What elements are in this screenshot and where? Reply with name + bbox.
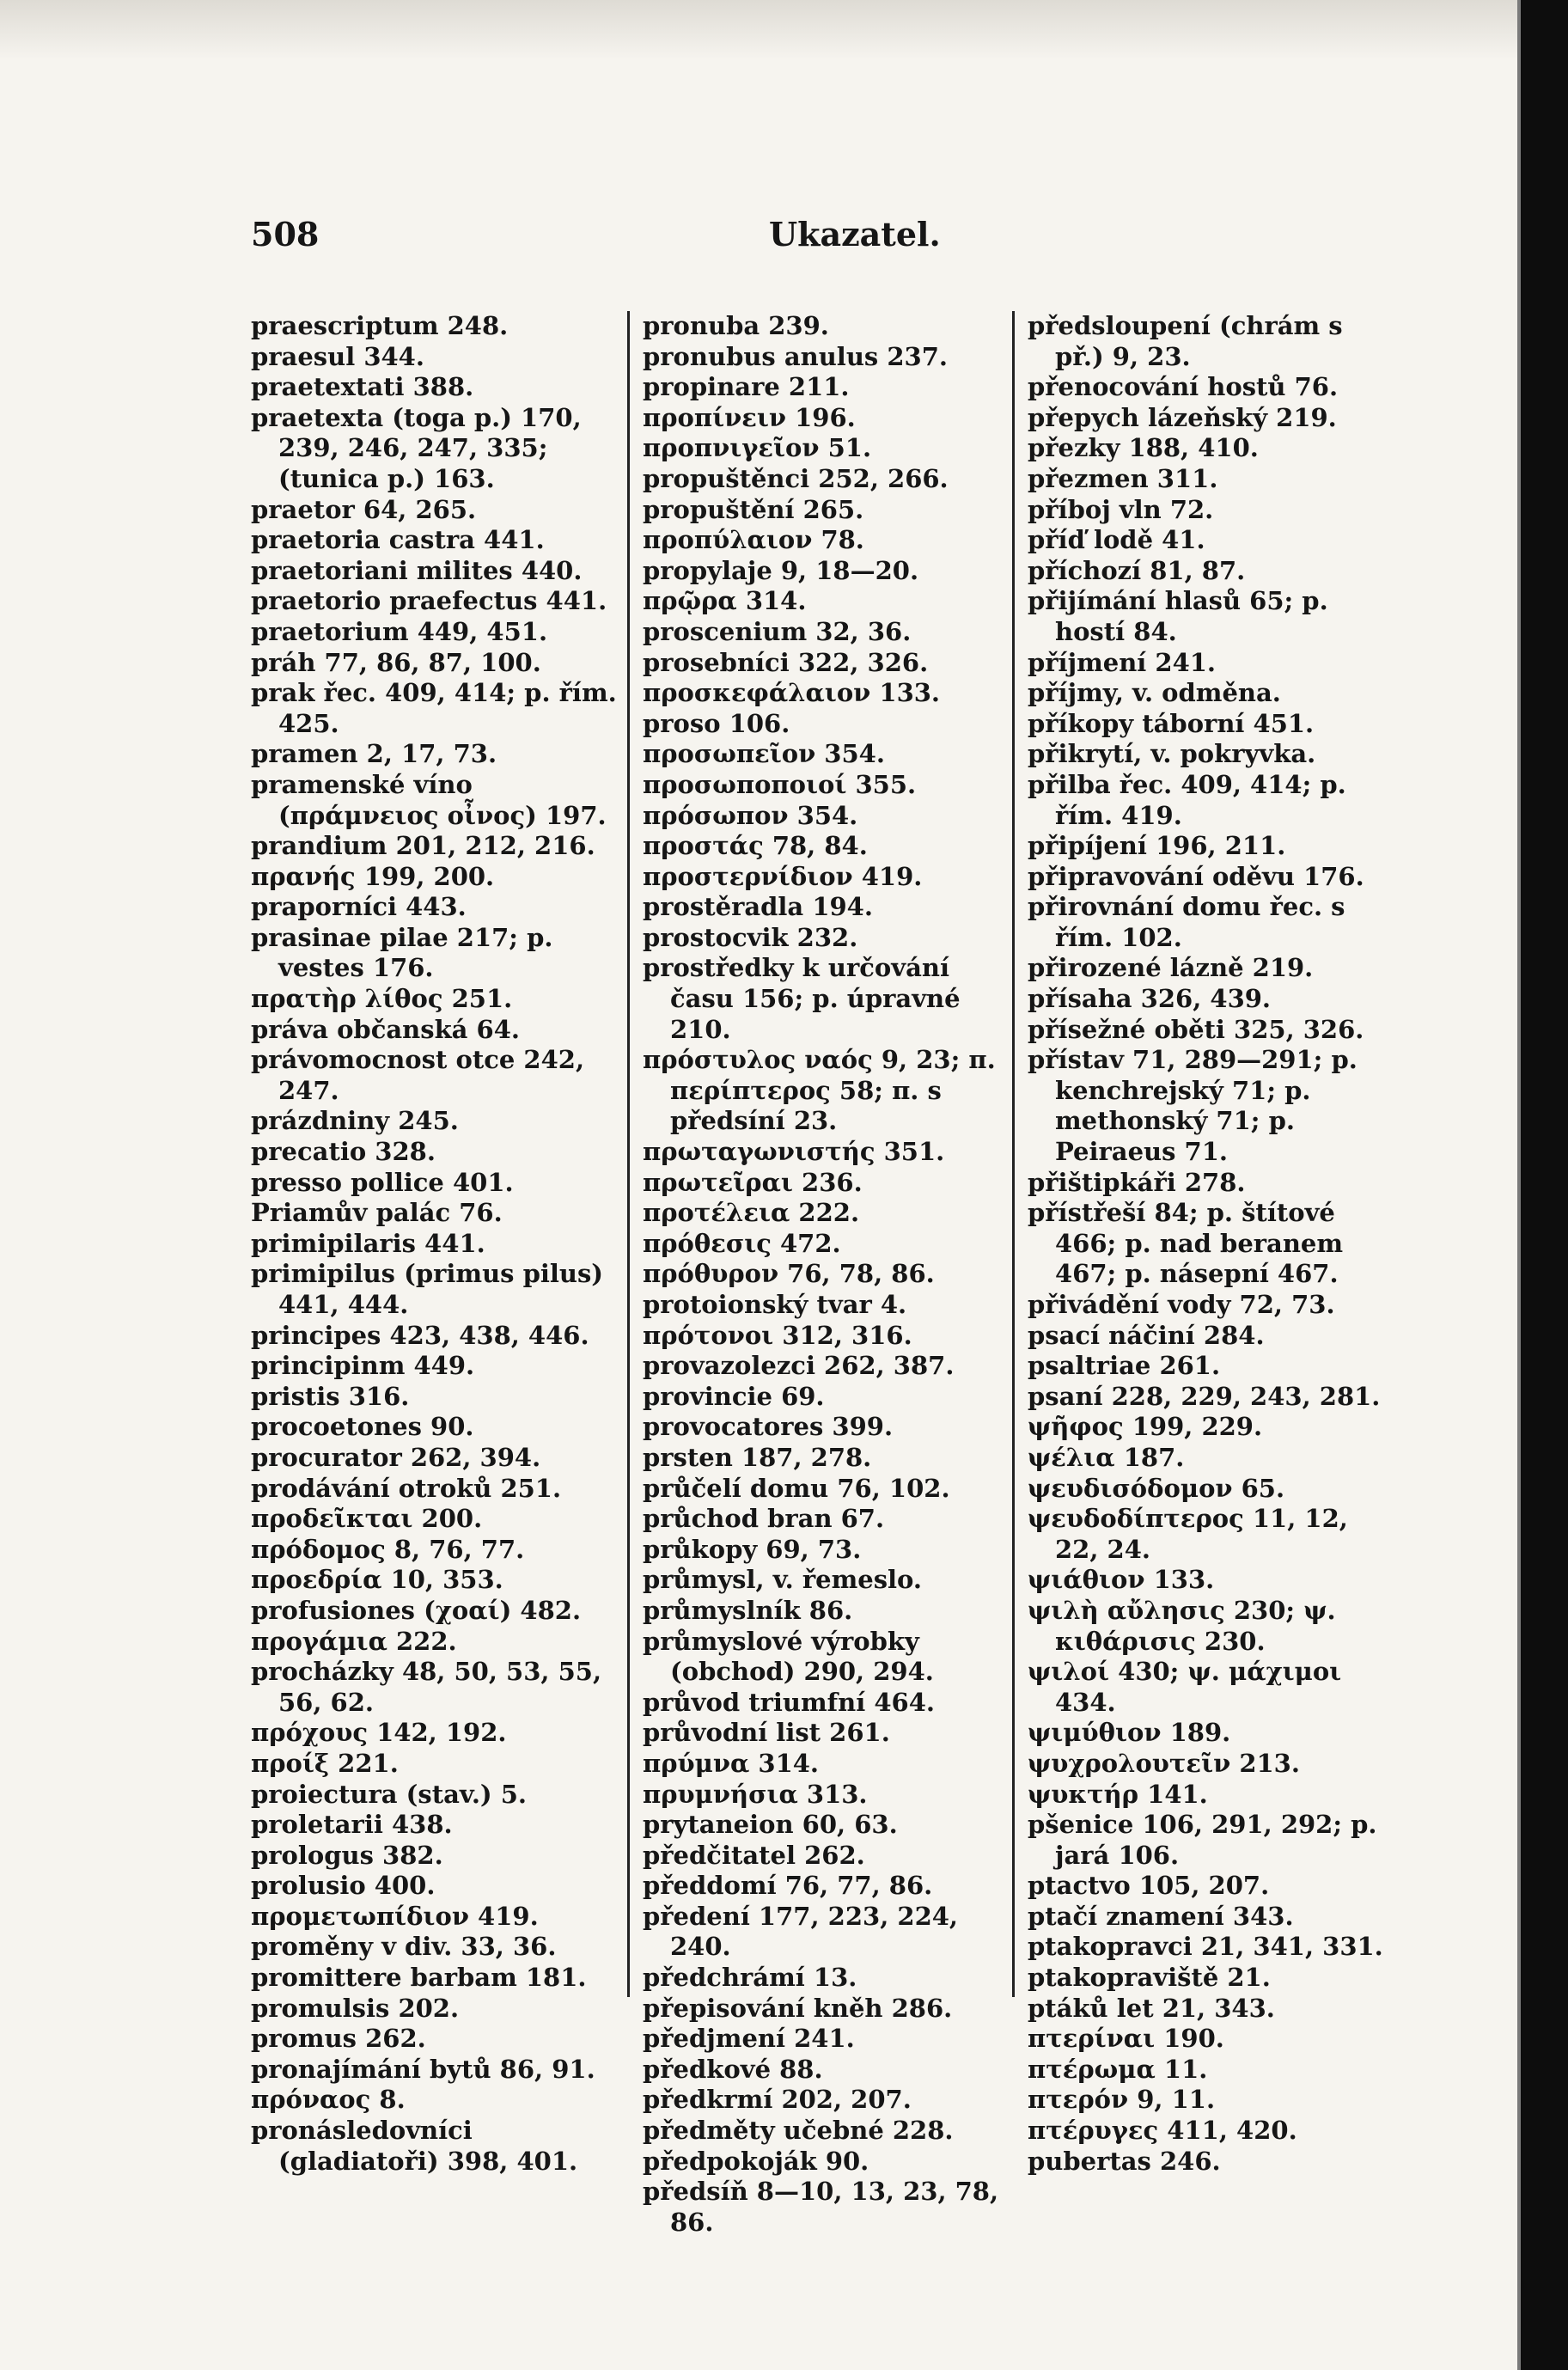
index-entry: prandium 201, 212, 216. (251, 831, 595, 861)
index-entry: προστερνίδιον 419. (643, 861, 923, 891)
index-entry: přístřeší 84; p. štítové 466; p. nad beranem 467; p. násepní 467. (1028, 1198, 1344, 1289)
index-entry: propuštěnci 252, 266. (643, 463, 949, 493)
index-entry: připíjení 196, 211. (1028, 831, 1286, 861)
index-entry: pronubus anulus 237. (643, 341, 948, 371)
index-entry: přezky 188, 410. (1028, 433, 1259, 463)
index-entry: praetoriani milites 440. (251, 555, 583, 585)
index-entry: praporníci 443. (251, 892, 467, 922)
index-entry: přivádění vody 72, 73. (1028, 1290, 1335, 1319)
index-entry: ψιάθιον 133. (1028, 1565, 1215, 1595)
index-entry: πρόδομος 8, 76, 77. (251, 1534, 525, 1564)
index-entry: praetorium 449, 451. (251, 616, 548, 646)
index-entry: praetoria castra 441. (251, 525, 545, 555)
index-entry: πρυμνήσια 313. (643, 1779, 868, 1809)
index-entry: πρατὴρ λίθος 251. (251, 984, 513, 1014)
index-column-1 (251, 311, 620, 2177)
index-entry: prolusio 400. (251, 1871, 436, 1901)
index-entry: proměny v div. 33, 36. (251, 1932, 557, 1962)
index-entry: přikrytí, v. pokryvka. (1028, 739, 1316, 769)
index-entry: πρόχους 142, 192. (251, 1718, 507, 1748)
index-entry: přirozené lázně 219. (1028, 953, 1314, 983)
index-entry: provincie 69. (643, 1381, 825, 1411)
index-entry: pubertas 246. (1028, 2146, 1221, 2176)
index-entry: profusiones (χοαί) 482. (251, 1595, 582, 1625)
index-entry: πρῷρα 314. (643, 586, 807, 616)
index-entry: προδεῖκται 200. (251, 1504, 483, 1534)
index-entry: předčitatel 262. (643, 1840, 865, 1870)
index-entry: předení 177, 223, 224, 240. (643, 1901, 959, 1962)
index-entry: provazolezci 262, 387. (643, 1351, 955, 1381)
index-entry: předměty učebné 228. (643, 2116, 954, 2146)
index-entry: prologus 382. (251, 1840, 443, 1870)
index-entry: předkrmí 202, 207. (643, 2085, 912, 2115)
index-entry: προσωπεῖον 354. (643, 739, 885, 769)
index-entry: ψιλοί 430; ψ. μάχιμοι 434. (1028, 1657, 1342, 1717)
index-entry: προσκεφάλαιον 133. (643, 678, 941, 708)
index-entry: přištipkáři 278. (1028, 1167, 1246, 1197)
index-entry: primipilus (primus pilus) 441, 444. (251, 1259, 604, 1319)
index-entry: προπίνειν 196. (643, 402, 856, 432)
index-entry: práva občanská 64. (251, 1014, 520, 1044)
index-entry: propuštění 265. (643, 494, 864, 524)
index-entry: Priamův palác 76. (251, 1198, 503, 1228)
index-entry: praetor 64, 265. (251, 494, 477, 524)
index-entry: prsten 187, 278. (643, 1442, 872, 1472)
index-entry: příkopy táborní 451. (1028, 708, 1315, 738)
index-entry: promulsis 202. (251, 1993, 460, 2023)
index-entry: proletarii 438. (251, 1810, 453, 1840)
index-entry: praetextati 388. (251, 372, 474, 402)
index-entry: práh 77, 86, 87, 100. (251, 647, 541, 677)
index-entry: προγάμια 222. (251, 1626, 457, 1656)
index-entry: průčelí domu 76, 102. (643, 1473, 950, 1503)
index-entry: psaltriae 261. (1028, 1351, 1221, 1381)
index-entry: procházky 48, 50, 53, 55, 56, 62. (251, 1657, 602, 1717)
index-entry: průchod bran 67. (643, 1504, 885, 1534)
index-entry: příchozí 81, 87. (1028, 555, 1246, 585)
index-entry: přístav 71, 289—291; p. kenchrejský 71; p. methonský 71; p. Peiraeus 71. (1028, 1045, 1358, 1167)
index-entry: ψιμύθιον 189. (1028, 1718, 1231, 1748)
index-entry: ψυκτήρ 141. (1028, 1779, 1208, 1809)
index-entry: průmyslník 86. (643, 1595, 853, 1625)
index-entry: připravování oděvu 176. (1028, 861, 1364, 891)
index-entry: prostředky k určování času 156; p. úpravné 210. (643, 953, 961, 1044)
index-entry: promittere barbam 181. (251, 1963, 587, 1993)
index-entry: předchrámí 13. (643, 1963, 857, 1993)
index-entry: principinm 449. (251, 1351, 475, 1381)
index-entry: prázdniny 245. (251, 1106, 459, 1136)
index-entry: předsloupení (chrám s př.) 9, 23. (1028, 311, 1343, 371)
index-entry: předdomí 76, 77, 86. (643, 1871, 933, 1901)
index-entry: příboj vln 72. (1028, 494, 1214, 524)
index-entry: ψιλὴ αὔλησις 230; ψ. κιθάρισις 230. (1028, 1595, 1336, 1656)
index-entry: precatio 328. (251, 1137, 436, 1167)
index-entry: πρότονοι 312, 316. (643, 1320, 912, 1350)
index-entry: prosebníci 322, 326. (643, 647, 929, 677)
index-entry: přenocování hostů 76. (1028, 372, 1339, 402)
index-entry: pronuba 239. (643, 311, 829, 340)
index-entry: προστάς 78, 84. (643, 831, 868, 861)
index-entry: průkopy 69, 73. (643, 1534, 862, 1564)
index-entry: πτερόν 9, 11. (1028, 2085, 1216, 2115)
index-entry: pramen 2, 17, 73. (251, 739, 497, 769)
index-entry: praesul 344. (251, 341, 424, 371)
index-column-2 (643, 311, 1004, 2238)
index-entry: pronajímání bytů 86, 91. (251, 2054, 595, 2084)
index-entry: přezmen 311. (1028, 463, 1218, 493)
index-entry: προπνιγεῖον 51. (643, 433, 872, 463)
index-entry: promus 262. (251, 2024, 426, 2054)
index-entry: ptáků let 21, 343. (1028, 1993, 1275, 2023)
index-entry: ptakopraviště 21. (1028, 1963, 1271, 1993)
index-entry: προσωποποιοί 355. (643, 769, 917, 799)
index-entry: provocatores 399. (643, 1412, 894, 1442)
index-entry: proso 106. (643, 708, 790, 738)
index-entry: ψέλια 187. (1028, 1442, 1185, 1472)
index-entry: protoionský tvar 4. (643, 1290, 907, 1319)
index-entry: praescriptum 248. (251, 311, 509, 340)
index-entry: právomocnost otce 242, 247. (251, 1045, 585, 1105)
index-entry: ptactvo 105, 207. (1028, 1871, 1270, 1901)
index-entry: προμετωπίδιον 419. (251, 1901, 539, 1931)
scan-border-right (1521, 0, 1568, 2370)
index-entry: πρόναος 8. (251, 2085, 406, 2115)
page-shadow-top (0, 0, 1568, 60)
index-entry: propylaje 9, 18—20. (643, 555, 919, 585)
index-entry: prodávání otroků 251. (251, 1473, 562, 1503)
column-divider-1 (627, 311, 630, 1997)
index-entry: praetexta (toga p.) 170, 239, 246, 247, 335; (tunica p.) 163. (251, 402, 582, 493)
index-entry: procurator 262, 394. (251, 1442, 541, 1472)
index-entry: principes 423, 438, 446. (251, 1320, 589, 1350)
index-entry: πτέρωμα 11. (1028, 2054, 1208, 2084)
index-entry: prytaneion 60, 63. (643, 1810, 898, 1840)
index-entry: prak řec. 409, 414; p. řím. 425. (251, 678, 617, 738)
index-entry: předkové 88. (643, 2054, 823, 2084)
index-entry: proiectura (stav.) 5. (251, 1779, 528, 1809)
index-entry: presso pollice 401. (251, 1167, 514, 1197)
index-column-3 (1028, 311, 1397, 2177)
index-entry: προίξ 221. (251, 1748, 399, 1778)
index-entry: příjmy, v. odměna. (1028, 678, 1281, 708)
index-entry: prostěradla 194. (643, 892, 873, 922)
index-entry: přilba řec. 409, 414; p. řím. 419. (1028, 769, 1346, 830)
index-entry: průvod triumfní 464. (643, 1687, 935, 1717)
index-entry: přijímání hlasů 65; p. hostí 84. (1028, 586, 1328, 646)
index-entry: průmysl, v. řemeslo. (643, 1565, 922, 1595)
index-entry: procoetones 90. (251, 1412, 474, 1442)
running-head: Ukazatel. (769, 215, 941, 253)
index-entry: přirovnání domu řec. s řím. 102. (1028, 892, 1345, 952)
page-number: 508 (251, 215, 320, 253)
index-entry: pšenice 106, 291, 292; p. jará 106. (1028, 1810, 1377, 1870)
index-entry: psací náčiní 284. (1028, 1320, 1265, 1350)
index-entry: πρωταγωνιστής 351. (643, 1137, 945, 1167)
index-entry: příjmení 241. (1028, 647, 1217, 677)
index-entry: přepisování kněh 286. (643, 1993, 953, 2023)
index-entry: ptačí znamení 343. (1028, 1901, 1294, 1931)
column-divider-2 (1012, 311, 1015, 1997)
index-entry: πρόθυρον 76, 78, 86. (643, 1259, 935, 1289)
index-entry: proscenium 32, 36. (643, 616, 912, 646)
index-entry: πρωτεῖραι 236. (643, 1167, 863, 1197)
index-entry: ψῆφος 199, 229. (1028, 1412, 1263, 1442)
index-entry: pramenské víno (πράμνειος οἶνος) 197. (251, 769, 607, 830)
index-entry: pristis 316. (251, 1381, 410, 1411)
index-entry: πρόστυλος ναός 9, 23; π. περίπτερος 58; π. s předsíní 23. (643, 1045, 996, 1136)
index-entry: pronásledovníci (gladiatoři) 398, 401. (251, 2116, 578, 2176)
index-entry: předpokoják 90. (643, 2146, 869, 2176)
index-entry: přepych lázeňský 219. (1028, 402, 1337, 432)
index-entry: průmyslové výrobky (obchod) 290, 294. (643, 1626, 934, 1687)
index-entry: prostocvik 232. (643, 922, 858, 952)
index-entry: předsíň 8—10, 13, 23, 78, 86. (643, 2177, 999, 2237)
index-entry: πρύμνα 314. (643, 1748, 820, 1778)
index-entry: πρόθεσις 472. (643, 1228, 841, 1258)
index-entry: πτερίναι 190. (1028, 2024, 1224, 2054)
index-entry: ψευδοδίπτερος 11, 12, 22, 24. (1028, 1504, 1348, 1564)
index-entry: přísežné oběti 325, 326. (1028, 1014, 1364, 1044)
index-entry: πρόσωπον 354. (643, 800, 858, 830)
index-entry: ptakopravci 21, 341, 331. (1028, 1932, 1383, 1962)
index-entry: prasinae pilae 217; p. vestes 176. (251, 922, 553, 983)
index-entry: přísaha 326, 439. (1028, 984, 1272, 1014)
index-entry: primipilaris 441. (251, 1228, 485, 1258)
index-entry: příď lodě 41. (1028, 525, 1205, 555)
index-entry: propinare 211. (643, 372, 850, 402)
index-entry: ψυχρολουτεῖν 213. (1028, 1748, 1300, 1778)
index-entry: προπύλαιον 78. (643, 525, 864, 555)
index-entry: πρανής 199, 200. (251, 861, 495, 891)
index-entry: προτέλεια 222. (643, 1198, 860, 1228)
index-entry: psaní 228, 229, 243, 281. (1028, 1381, 1381, 1411)
index-entry: průvodní list 261. (643, 1718, 890, 1748)
index-entry: ψευδισόδομον 65. (1028, 1473, 1285, 1503)
index-entry: praetorio praefectus 441. (251, 586, 607, 616)
index-entry: πτέρυγες 411, 420. (1028, 2116, 1297, 2146)
index-entry: προεδρία 10, 353. (251, 1565, 503, 1595)
index-entry: předjmení 241. (643, 2024, 855, 2054)
